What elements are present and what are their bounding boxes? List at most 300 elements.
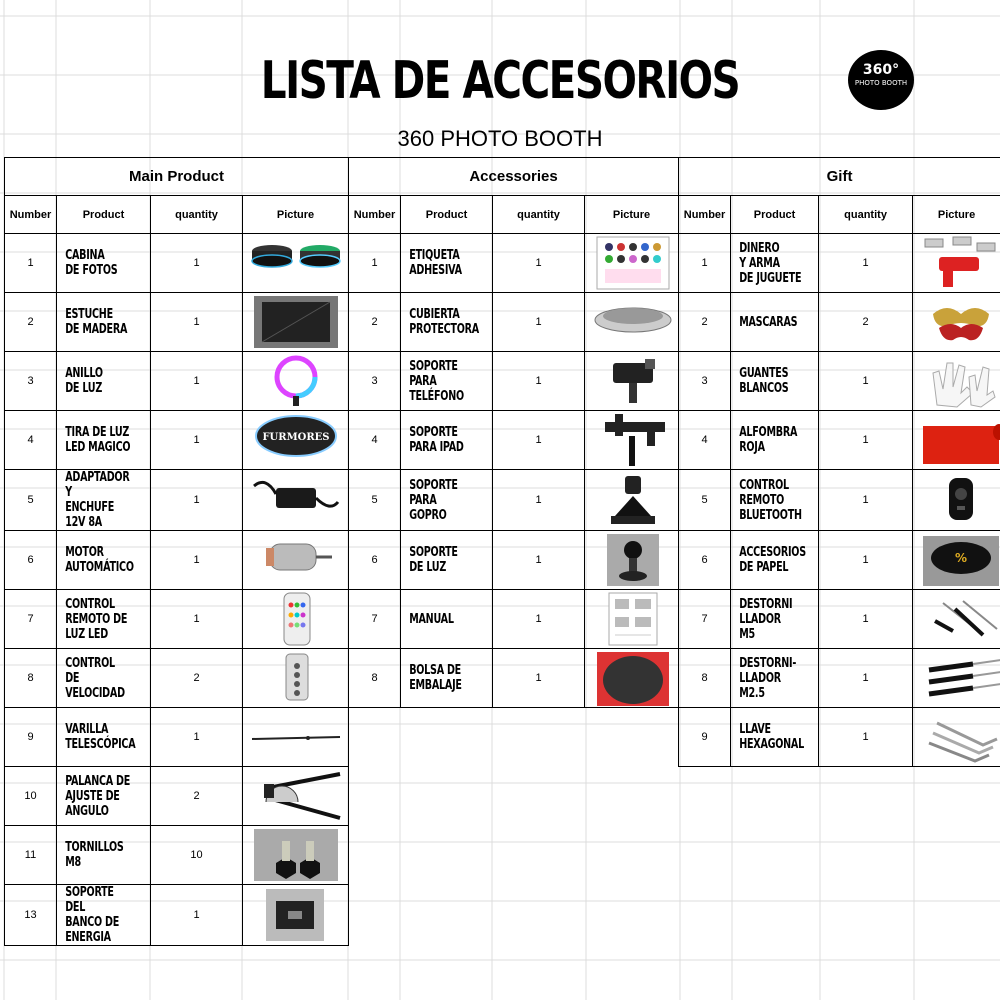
main-product-product-cell: [57, 767, 151, 826]
item-quantity: 1: [535, 375, 542, 387]
item-number: 3: [371, 375, 378, 387]
table-row: [5, 826, 1000, 885]
column-header-number: Number: [683, 208, 726, 221]
light-mount-icon: [585, 532, 679, 588]
main-product-product-cell: [57, 411, 151, 470]
item-product: ANILLO DE LUZ: [65, 366, 103, 396]
column-header: [679, 196, 731, 234]
empty-cell: [679, 826, 731, 885]
section-header: [5, 158, 349, 196]
power-bank-holder-icon: [248, 887, 344, 943]
item-product: PALANCA DE AJUSTE DE ANGULO: [65, 773, 131, 819]
item-product: DESTORNI- LLADOR M2.5: [739, 655, 797, 701]
accessory-number-cell: [349, 352, 401, 411]
accessory-quantity-cell: [493, 531, 585, 590]
column-header: [5, 196, 57, 234]
item-number: 4: [27, 434, 34, 446]
table-row: [5, 352, 1000, 411]
accessory-quantity-cell: [493, 293, 585, 352]
item-number: 3: [701, 375, 708, 387]
main-product-number-cell: [5, 234, 57, 293]
item-product: SOPORTE PARA IPAD: [409, 425, 464, 455]
section-title: Accessories: [469, 168, 558, 185]
angle-lever-icon: [248, 768, 344, 824]
accessory-picture-cell: [585, 234, 679, 293]
main-product-product-cell: [57, 590, 151, 649]
empty-cell: [493, 826, 585, 885]
item-number: 3: [27, 375, 34, 387]
accessory-picture-cell: [585, 649, 679, 708]
table-row: [5, 708, 1000, 767]
column-header-quantity: quantity: [175, 208, 218, 221]
item-number: 7: [371, 613, 378, 625]
item-quantity: 1: [535, 554, 542, 566]
screws-icon: [248, 827, 344, 883]
main-product-picture-cell: [243, 531, 349, 590]
item-number: 7: [701, 613, 708, 625]
column-header-product: Product: [425, 208, 468, 221]
item-number: 6: [371, 554, 378, 566]
main-product-picture-cell: [243, 293, 349, 352]
accessory-number-cell: [349, 293, 401, 352]
gift-product-cell: [731, 590, 819, 649]
bluetooth-remote-icon: [913, 472, 1000, 528]
item-product: ACCESORIOS DE PAPEL: [739, 545, 806, 575]
item-number: 9: [27, 731, 34, 743]
power-adapter-icon: [248, 472, 344, 528]
item-quantity: 1: [193, 316, 200, 328]
gift-quantity-cell: [819, 708, 913, 767]
main-product-quantity-cell: [151, 470, 243, 531]
item-product: CONTROL DE VELOCIDAD: [65, 655, 125, 701]
item-number: 10: [24, 790, 37, 802]
item-number: 11: [24, 849, 37, 861]
main-product-product-cell: [57, 470, 151, 531]
empty-cell: [913, 885, 1000, 946]
gift-number-cell: [679, 590, 731, 649]
gift-number-cell: [679, 649, 731, 708]
column-header: [349, 196, 401, 234]
main-product-number-cell: [5, 470, 57, 531]
main-product-product-cell: [57, 234, 151, 293]
section-title: Gift: [826, 168, 853, 185]
empty-cell: [493, 885, 585, 946]
accessory-product-cell: [401, 470, 493, 531]
photo-booth-logo: [848, 50, 914, 110]
empty-cell: [679, 885, 731, 946]
item-quantity: 1: [535, 613, 542, 625]
item-product: CONTROL REMOTO BLUETOOTH: [739, 477, 802, 523]
empty-cell: [401, 708, 493, 767]
paper-props-icon: [913, 532, 1000, 588]
accessory-product-cell: [401, 411, 493, 470]
gift-picture-cell: [913, 708, 1000, 767]
gift-number-cell: [679, 470, 731, 531]
item-product: ADAPTADOR Y ENCHUFE 12V 8A: [65, 470, 130, 530]
item-quantity: 1: [535, 494, 542, 506]
table-row: [5, 470, 1000, 531]
gift-picture-cell: [913, 590, 1000, 649]
accessory-number-cell: [349, 531, 401, 590]
screwdriver-m5-icon: [913, 591, 1000, 647]
sticker-sheet-icon: [585, 235, 679, 291]
accessory-quantity-cell: [493, 470, 585, 531]
item-product: BOLSA DE EMBALAJE: [409, 663, 462, 693]
item-number: 8: [27, 672, 34, 684]
column-header-product: Product: [753, 208, 796, 221]
item-product: CUBIERTA PROTECTORA: [409, 307, 479, 337]
item-quantity: 2: [862, 316, 869, 328]
gift-number-cell: [679, 531, 731, 590]
column-header-product: Product: [82, 208, 125, 221]
item-product: GUANTES BLANCOS: [739, 366, 789, 396]
gift-quantity-cell: [819, 293, 913, 352]
item-number: 2: [701, 316, 708, 328]
accessory-product-cell: [401, 531, 493, 590]
table-row: [5, 234, 1000, 293]
item-quantity: 2: [193, 790, 200, 802]
item-product: MANUAL: [409, 611, 454, 627]
section-header: [349, 158, 679, 196]
main-product-number-cell: [5, 293, 57, 352]
empty-cell: [585, 826, 679, 885]
column-header: [493, 196, 585, 234]
empty-cell: [349, 767, 401, 826]
empty-cell: [679, 767, 731, 826]
gift-product-cell: [731, 708, 819, 767]
main-product-number-cell: [5, 826, 57, 885]
main-product-quantity-cell: [151, 234, 243, 293]
gift-number-cell: [679, 708, 731, 767]
main-product-number-cell: [5, 649, 57, 708]
item-quantity: 1: [193, 434, 200, 446]
empty-cell: [731, 885, 819, 946]
accessory-number-cell: [349, 590, 401, 649]
item-quantity: 1: [862, 494, 869, 506]
column-header: [243, 196, 349, 234]
motor-icon: [248, 532, 344, 588]
item-product: CONTROL REMOTO DE LUZ LED: [65, 596, 128, 642]
item-product: SOPORTE DE LUZ: [409, 545, 458, 575]
column-header-quantity: quantity: [517, 208, 560, 221]
item-product: MASCARAS: [739, 314, 798, 330]
phone-holder-icon: [585, 353, 679, 409]
item-quantity: 1: [862, 672, 869, 684]
main-product-product-cell: [57, 885, 151, 946]
telescopic-rod-icon: [248, 709, 344, 765]
gift-quantity-cell: [819, 531, 913, 590]
gift-picture-cell: [913, 649, 1000, 708]
empty-cell: [731, 826, 819, 885]
empty-cell: [349, 885, 401, 946]
led-strip-icon: [248, 412, 344, 468]
column-header-picture: Picture: [612, 208, 651, 221]
accessory-picture-cell: [585, 470, 679, 531]
main-product-picture-cell: [243, 352, 349, 411]
main-product-picture-cell: [243, 234, 349, 293]
column-header: [57, 196, 151, 234]
empty-cell: [401, 885, 493, 946]
gift-picture-cell: [913, 531, 1000, 590]
accessory-quantity-cell: [493, 234, 585, 293]
gift-quantity-cell: [819, 234, 913, 293]
empty-cell: [913, 826, 1000, 885]
empty-cell: [401, 826, 493, 885]
section-header: [679, 158, 1000, 196]
item-quantity: 1: [535, 257, 542, 269]
main-product-quantity-cell: [151, 590, 243, 649]
main-product-quantity-cell: [151, 649, 243, 708]
main-product-quantity-cell: [151, 708, 243, 767]
item-number: 6: [27, 554, 34, 566]
empty-cell: [493, 708, 585, 767]
accessories-table: [4, 157, 1000, 946]
item-quantity: 1: [862, 434, 869, 446]
main-product-quantity-cell: [151, 531, 243, 590]
main-product-picture-cell: [243, 470, 349, 531]
empty-cell: [819, 826, 913, 885]
item-number: 8: [701, 672, 708, 684]
column-header-number: Number: [9, 208, 52, 221]
item-product: VARILLA TELESCÓPICA: [65, 722, 136, 752]
item-number: 1: [27, 257, 34, 269]
accessory-quantity-cell: [493, 352, 585, 411]
main-product-product-cell: [57, 531, 151, 590]
table-row: [5, 649, 1000, 708]
item-quantity: 1: [193, 613, 200, 625]
item-quantity: 1: [862, 554, 869, 566]
packing-bag-icon: [585, 650, 679, 706]
accessory-picture-cell: [585, 411, 679, 470]
main-product-quantity-cell: [151, 885, 243, 946]
main-product-quantity-cell: [151, 293, 243, 352]
accessory-quantity-cell: [493, 411, 585, 470]
gift-product-cell: [731, 352, 819, 411]
main-product-product-cell: [57, 352, 151, 411]
svg-text:%: %: [955, 551, 968, 565]
item-product: TIRA DE LUZ LED MAGICO: [65, 425, 131, 455]
empty-cell: [585, 767, 679, 826]
gift-picture-cell: [913, 411, 1000, 470]
empty-cell: [913, 767, 1000, 826]
main-product-picture-cell: [243, 885, 349, 946]
accessory-product-cell: [401, 293, 493, 352]
main-product-picture-cell: [243, 767, 349, 826]
empty-cell: [731, 767, 819, 826]
main-product-quantity-cell: [151, 352, 243, 411]
accessory-quantity-cell: [493, 649, 585, 708]
item-number: 5: [371, 494, 378, 506]
empty-cell: [349, 826, 401, 885]
accessory-picture-cell: [585, 531, 679, 590]
main-product-product-cell: [57, 826, 151, 885]
column-header: [585, 196, 679, 234]
gift-quantity-cell: [819, 470, 913, 531]
hex-key-icon: [913, 709, 1000, 765]
page-title: LISTA DE ACCESORIOS: [260, 51, 740, 111]
gift-product-cell: [731, 411, 819, 470]
main-product-number-cell: [5, 708, 57, 767]
gift-quantity-cell: [819, 590, 913, 649]
item-product: ALFOMBRA ROJA: [739, 425, 798, 455]
item-quantity: 2: [193, 672, 200, 684]
gift-quantity-cell: [819, 649, 913, 708]
item-number: 1: [701, 257, 708, 269]
item-product: SOPORTE PARA GOPRO: [409, 477, 458, 523]
table-row: [5, 590, 1000, 649]
item-product: TORNILLOS M8: [65, 840, 124, 870]
main-product-number-cell: [5, 352, 57, 411]
accessory-picture-cell: [585, 352, 679, 411]
main-product-number-cell: [5, 531, 57, 590]
gift-product-cell: [731, 293, 819, 352]
item-quantity: 1: [193, 731, 200, 743]
item-quantity: 1: [535, 434, 542, 446]
white-gloves-icon: [913, 353, 1000, 409]
logo-text-360: 360°: [862, 62, 900, 78]
accessory-quantity-cell: [493, 590, 585, 649]
empty-cell: [349, 708, 401, 767]
accessory-product-cell: [401, 234, 493, 293]
item-number: 2: [371, 316, 378, 328]
main-product-quantity-cell: [151, 826, 243, 885]
section-title: Main Product: [129, 168, 225, 185]
masks-icon: [913, 294, 1000, 350]
item-product: CABINA DE FOTOS: [65, 248, 118, 278]
accessory-product-cell: [401, 649, 493, 708]
main-product-product-cell: [57, 708, 151, 767]
accessory-number-cell: [349, 649, 401, 708]
column-header-picture: Picture: [276, 208, 315, 221]
main-product-picture-cell: [243, 590, 349, 649]
item-product: MOTOR AUTOMÁTICO: [65, 545, 134, 575]
empty-cell: [585, 708, 679, 767]
gift-product-cell: [731, 470, 819, 531]
column-header-quantity: quantity: [844, 208, 887, 221]
gift-number-cell: [679, 411, 731, 470]
manual-icon: [585, 591, 679, 647]
wooden-case-icon: [248, 294, 344, 350]
empty-cell: [819, 885, 913, 946]
item-quantity: 1: [535, 316, 542, 328]
item-quantity: 1: [862, 375, 869, 387]
gift-picture-cell: [913, 470, 1000, 531]
item-quantity: 1: [193, 554, 200, 566]
accessory-picture-cell: [585, 293, 679, 352]
main-product-product-cell: [57, 293, 151, 352]
column-header: [401, 196, 493, 234]
column-header-number: Number: [353, 208, 396, 221]
main-product-number-cell: [5, 767, 57, 826]
table-row: [5, 767, 1000, 826]
main-product-number-cell: [5, 411, 57, 470]
main-product-number-cell: [5, 590, 57, 649]
accessory-number-cell: [349, 234, 401, 293]
photo-booth-platform-icon: [248, 235, 344, 291]
item-product: ETIQUETA ADHESIVA: [409, 248, 462, 278]
item-number: 2: [27, 316, 34, 328]
protective-cover-icon: [585, 294, 679, 350]
gift-number-cell: [679, 293, 731, 352]
accessory-product-cell: [401, 590, 493, 649]
item-number: 13: [24, 909, 37, 921]
speed-remote-icon: [248, 650, 344, 706]
gift-product-cell: [731, 234, 819, 293]
item-quantity: 1: [193, 909, 200, 921]
gift-picture-cell: [913, 352, 1000, 411]
main-product-product-cell: [57, 649, 151, 708]
empty-cell: [493, 767, 585, 826]
gift-number-cell: [679, 352, 731, 411]
item-number: 4: [371, 434, 378, 446]
item-number: 9: [701, 731, 708, 743]
logo-text-photo-booth: PHOTO BOOTH: [854, 79, 908, 87]
item-quantity: 1: [862, 731, 869, 743]
item-product: DESTORNI LLADOR M5: [739, 596, 793, 642]
table-row: [5, 885, 1000, 946]
empty-cell: [819, 767, 913, 826]
item-quantity: 10: [190, 849, 203, 861]
accessory-product-cell: [401, 352, 493, 411]
accessory-picture-cell: [585, 590, 679, 649]
ipad-holder-icon: [585, 412, 679, 468]
gift-quantity-cell: [819, 352, 913, 411]
empty-cell: [585, 885, 679, 946]
svg-text:FURMORES: FURMORES: [261, 432, 330, 443]
main-product-number-cell: [5, 885, 57, 946]
item-number: 1: [371, 257, 378, 269]
item-quantity: 1: [193, 375, 200, 387]
item-product: LLAVE HEXAGONAL: [739, 722, 805, 752]
gift-product-cell: [731, 649, 819, 708]
main-product-quantity-cell: [151, 411, 243, 470]
item-quantity: 1: [862, 613, 869, 625]
gift-product-cell: [731, 531, 819, 590]
item-product: ESTUCHE DE MADERA: [65, 307, 128, 337]
gift-picture-cell: [913, 293, 1000, 352]
table-row: [5, 411, 1000, 470]
main-product-quantity-cell: [151, 767, 243, 826]
gift-picture-cell: [913, 234, 1000, 293]
money-gun-icon: [913, 235, 1000, 291]
main-product-picture-cell: [243, 708, 349, 767]
item-product: DINERO Y ARMA DE JUGUETE: [739, 240, 802, 286]
item-number: 8: [371, 672, 378, 684]
item-product: SOPORTE PARA TELÉFONO: [409, 358, 464, 404]
ring-light-icon: [248, 353, 344, 409]
gift-quantity-cell: [819, 411, 913, 470]
column-header: [913, 196, 1000, 234]
led-remote-icon: [248, 591, 344, 647]
main-product-picture-cell: [243, 826, 349, 885]
gopro-mount-icon: [585, 472, 679, 528]
item-number: 5: [27, 494, 34, 506]
gift-number-cell: [679, 234, 731, 293]
table-row: [5, 531, 1000, 590]
page-subtitle: 360 PHOTO BOOTH: [397, 126, 603, 151]
screwdriver-m25-icon: [913, 650, 1000, 706]
item-quantity: 1: [193, 257, 200, 269]
item-number: 5: [701, 494, 708, 506]
item-quantity: 1: [535, 672, 542, 684]
main-product-picture-cell: [243, 411, 349, 470]
empty-cell: [401, 767, 493, 826]
item-quantity: 1: [193, 494, 200, 506]
item-quantity: 1: [862, 257, 869, 269]
accessory-number-cell: [349, 411, 401, 470]
accessory-number-cell: [349, 470, 401, 531]
column-header-picture: Picture: [937, 208, 976, 221]
